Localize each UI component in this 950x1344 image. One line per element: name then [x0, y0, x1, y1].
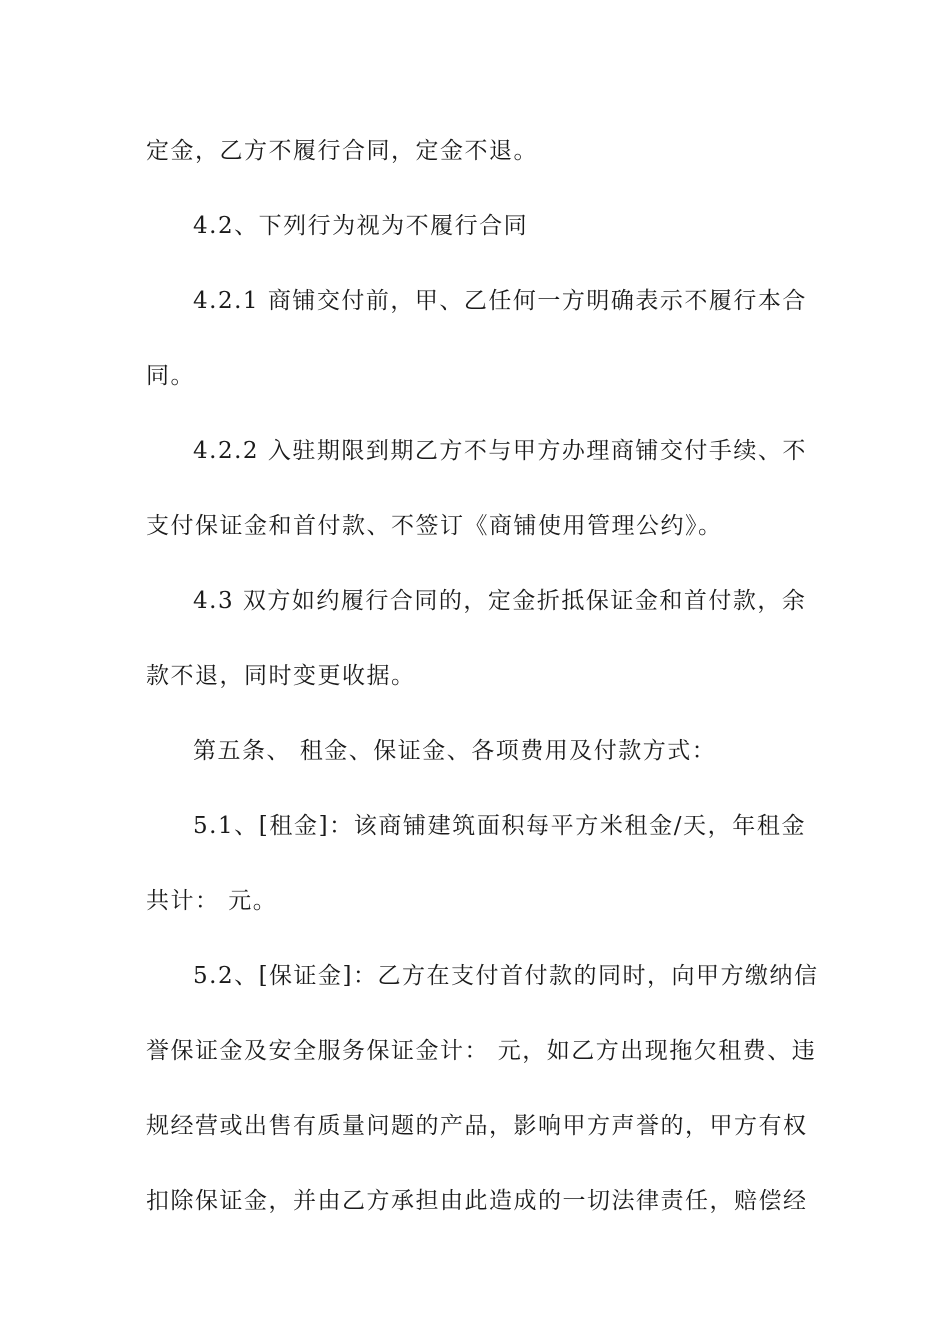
paragraph-line: 支付保证金和首付款、不签订《商铺使用管理公约》。 [146, 513, 723, 539]
paragraph-line: 共计： 元。 [146, 888, 278, 914]
section-heading-article-5: 第五条、 租金、保证金、各项费用及付款方式： [193, 738, 717, 764]
paragraph-line: 4.2.2 入驻期限到期乙方不与甲方办理商铺交付手续、不 [193, 438, 807, 464]
paragraph-line: 誉保证金及安全服务保证金计： 元，如乙方出现拖欠租费、违 [146, 1038, 817, 1064]
paragraph-line: 5.2、[保证金]：乙方在支付首付款的同时，向甲方缴纳信 [193, 963, 819, 989]
paragraph-line: 扣除保证金，并由乙方承担由此造成的一切法律责任，赔偿经 [146, 1188, 808, 1214]
paragraph-line: 5.1、[租金]：该商铺建筑面积每平方米租金/天，年租金 [193, 813, 806, 839]
section-heading-4-2: 4.2、下列行为视为不履行合同 [193, 213, 529, 239]
paragraph-line: 规经营或出售有质量问题的产品，影响甲方声誉的，甲方有权 [146, 1113, 808, 1139]
paragraph-line: 4.3 双方如约履行合同的，定金折抵保证金和首付款，余 [193, 588, 807, 614]
paragraph-line: 4.2.1 商铺交付前，甲、乙任何一方明确表示不履行本合 [193, 288, 807, 314]
paragraph-line: 同。 [146, 363, 195, 389]
paragraph-line: 款不退，同时变更收据。 [146, 663, 416, 689]
paragraph-line: 定金，乙方不履行合同，定金不退。 [146, 138, 538, 164]
